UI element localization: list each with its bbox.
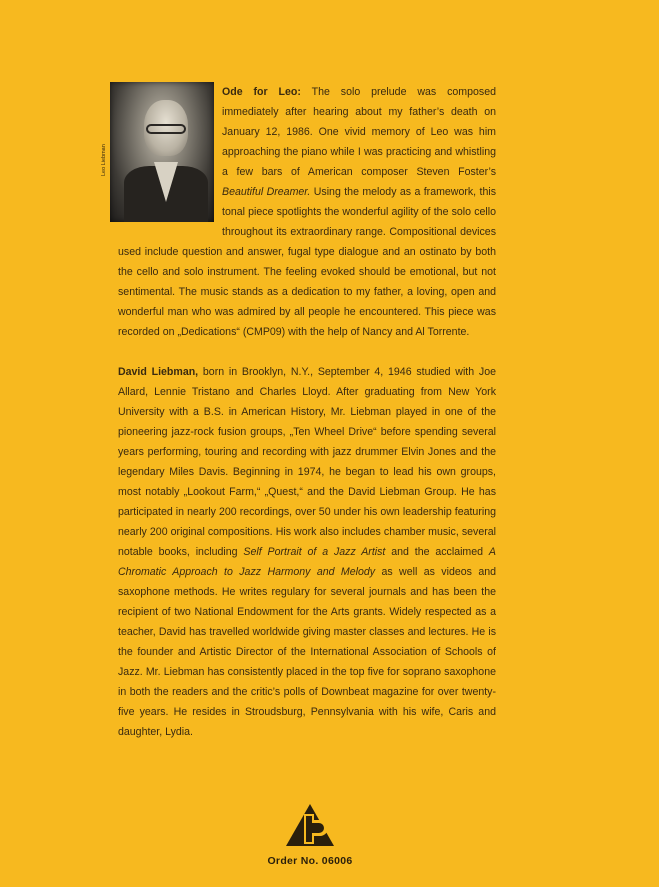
ode-italic-title: Beautiful Dreamer.	[222, 186, 311, 198]
bio-book-1: Self Portrait of a Jazz Artist	[243, 546, 386, 558]
bio-text-1: born in Brooklyn, N.Y., September 4, 1946 studied with Joe Allard, Lennie Tristano and Charles Lloyd. After graduating from New York University with a B.S. in American History, Mr. Liebman played in one of the pioneering jazz-rock fusion groups, „Ten Wheel Drive“ before spending several years performing, touring and recording with jazz drummer Elvin Jones and the legendary Miles Davis. Beginning in 1974, he began to lead his own groups, most notably „Lookout Farm,“ „Quest,“ and the David Liebman Group. He has participated in nearly 200 recordings, over 50 under his own leadership featuring nearly 200 original compositions. His work also includes chamber music, several notable books, including	[118, 366, 497, 558]
ode-text-2: Using the melody as a framework, this tonal piece spotlights the wonderful agility of the solo cello throughout its extraordinary range. Compositional devices used include question and answer, fugal type dialogue and an ostinato by both the cello and solo instrument. The feeling evoked should be emotional, but not sentimental. The music stands as a dedication to my father, a loving, open and wonderful man who was admired by all people he encountered. This piece was recorded on „Dedications“ (CMP09) with the help of Nancy and Al Torrente.	[118, 186, 496, 338]
publisher-logo-icon	[284, 802, 336, 848]
order-number: Order No. 06006	[267, 855, 353, 867]
text-block	[101, 82, 497, 742]
ode-heading: Ode for Leo:	[222, 86, 301, 98]
bio-text-3: as well as videos and saxophone methods. He writes regulary for several journals and has been the recipient of two National Endowment for the Arts grants. Widely respected as a teacher, David has travelled worldwide giving master classes and lectures. He is the founder and Artistic Director of the International Association of Schools of Jazz. Mr. Liebman has consistently placed in the top five for soprano saxophone in both the readers and the critic’s polls of Downbeat magazine for over twenty-five years. He resides in Stroudsburg, Pennsylvania with his wife, Caris and daughter, Lydia.	[118, 566, 496, 738]
photo-glasses	[146, 124, 186, 134]
leo-liebman-photo	[110, 82, 214, 222]
photo-caption: Leo Liebman	[101, 144, 107, 176]
bio-name: David Liebman,	[118, 366, 199, 378]
bio-paragraph	[118, 362, 496, 742]
ode-text-1: The solo prelude was composed immediately after hearing about my father’s death on January 12, 1986. One vivid memory of Leo was him approaching the piano while I was practicing and whistling a few bars of American composer Steven Foster’s	[222, 86, 496, 178]
bio-text-2: and the acclaimed	[385, 546, 489, 558]
photo-frame	[101, 82, 214, 224]
bio-book-2: A Chromatic Approach to Jazz Harmony and Melody	[118, 546, 496, 578]
